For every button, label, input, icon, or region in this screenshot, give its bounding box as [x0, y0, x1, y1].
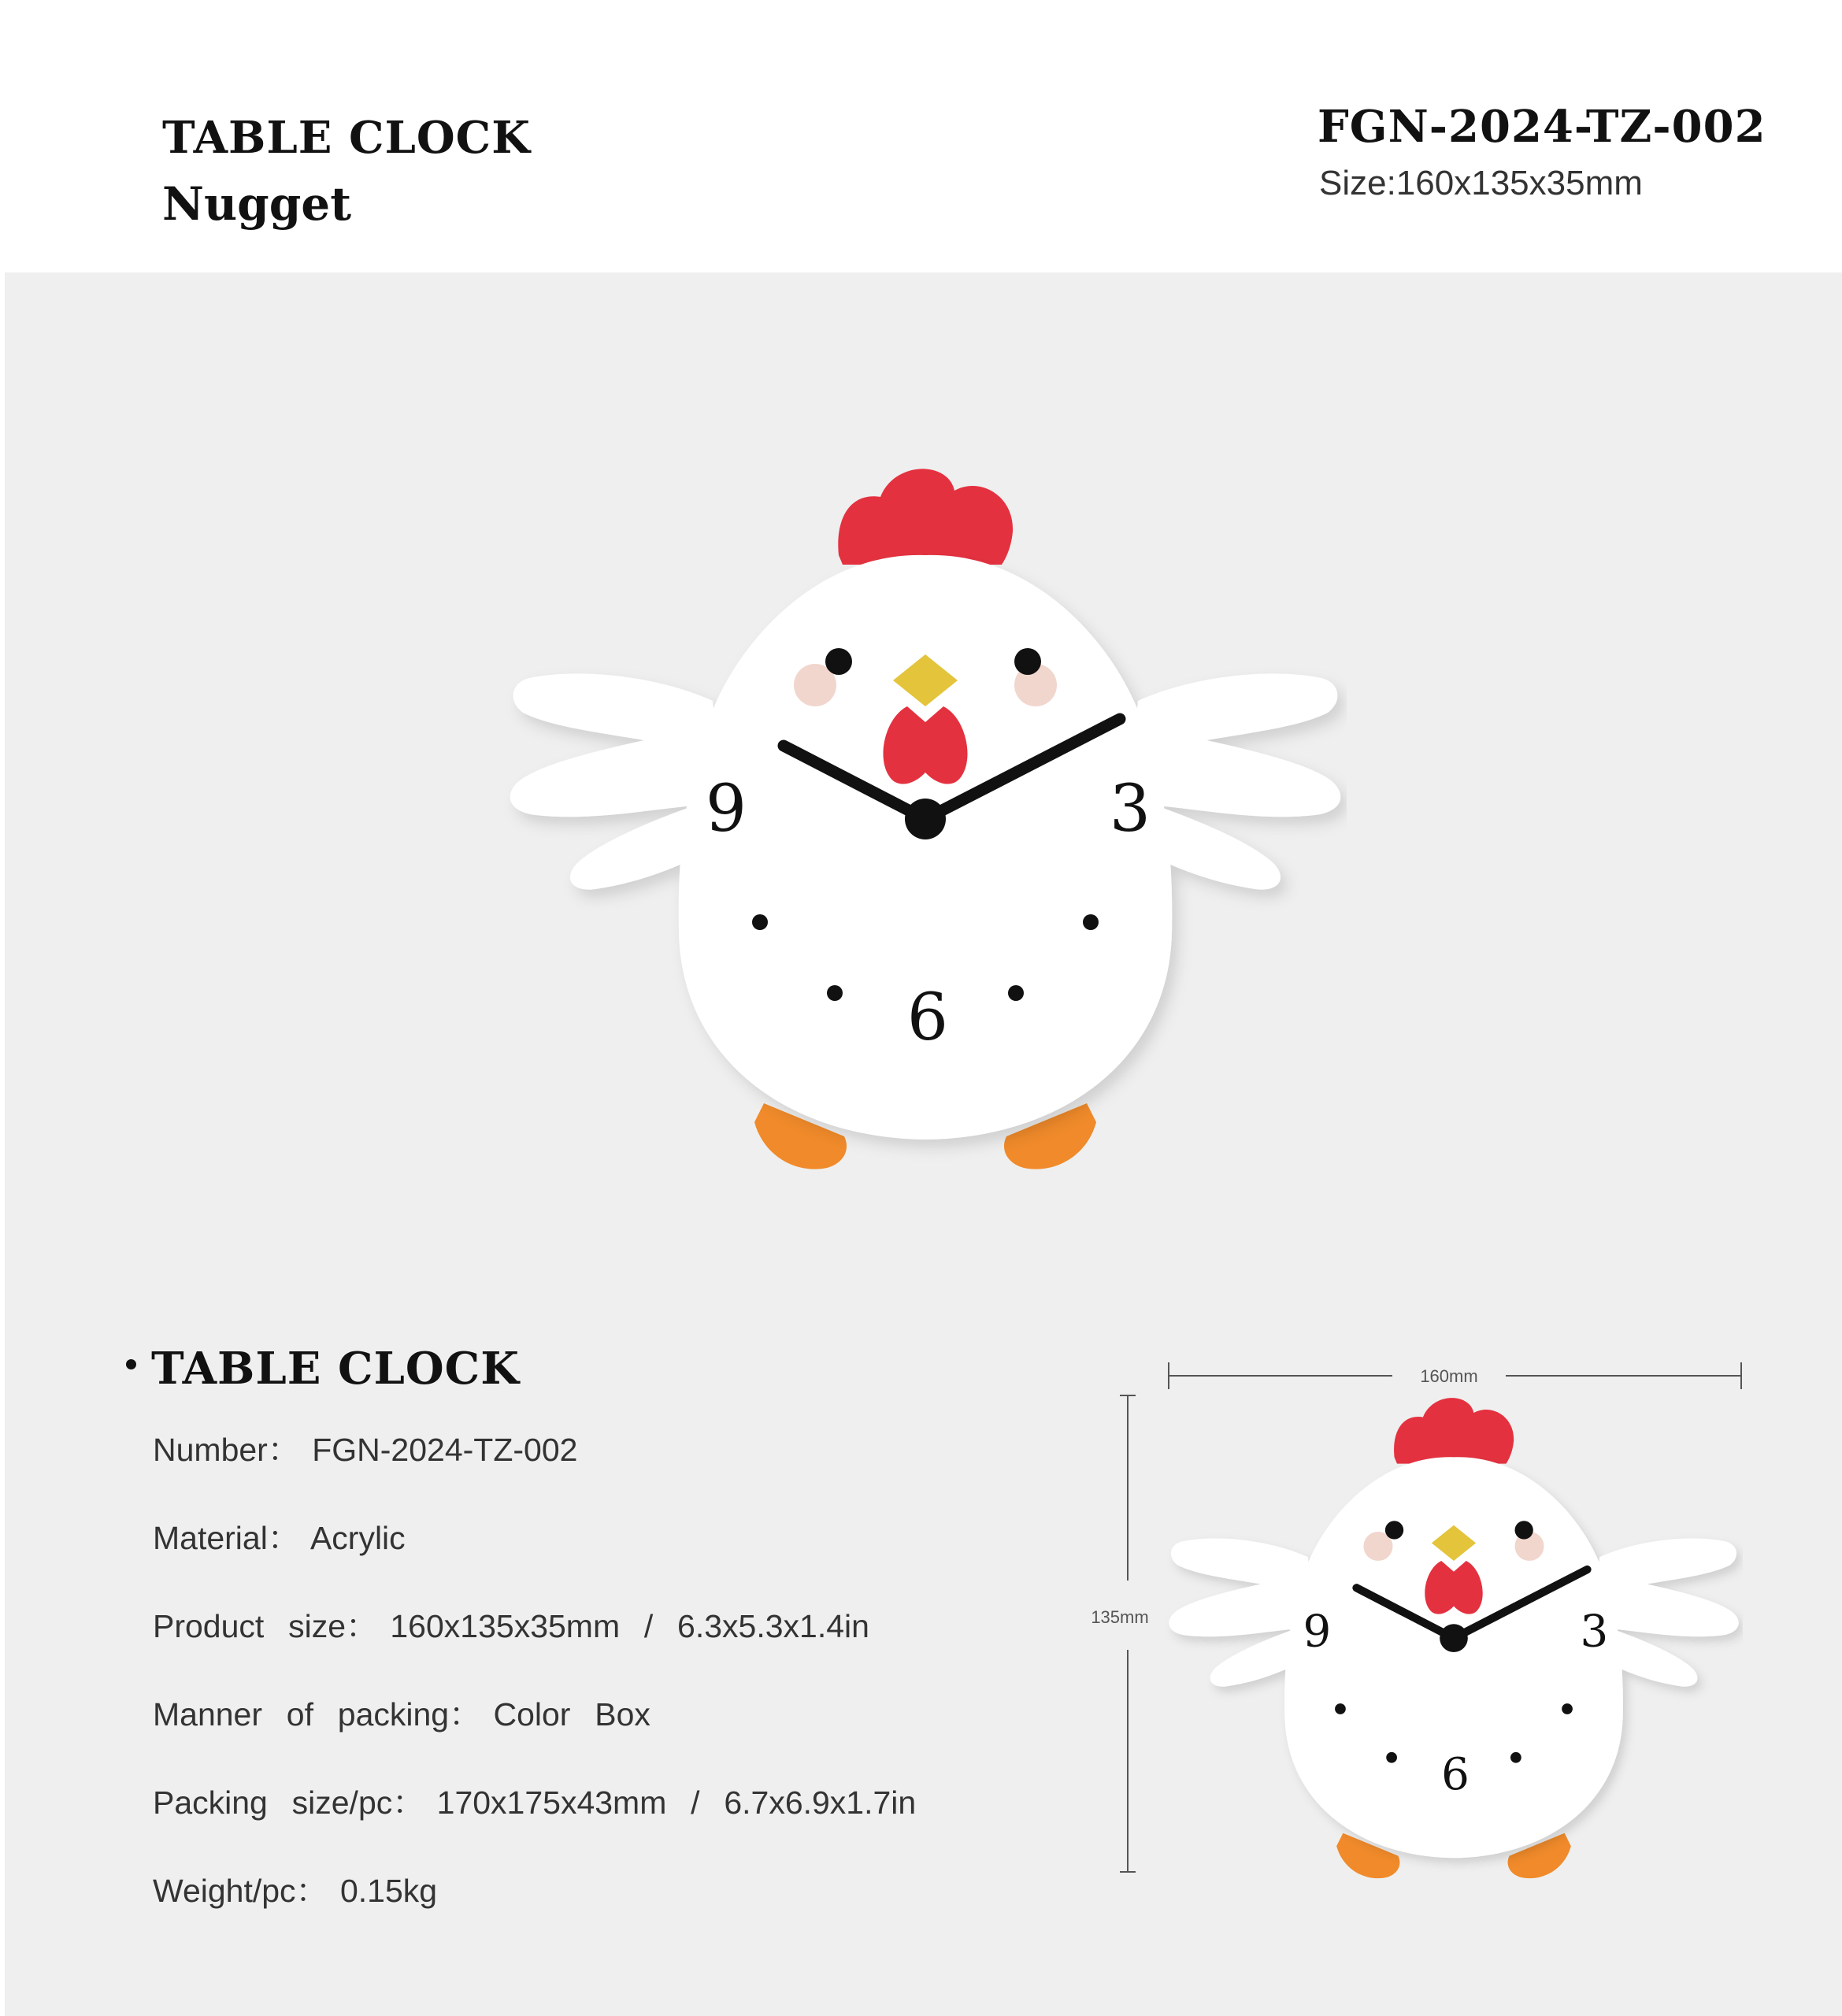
numeral-six: 6	[906, 980, 949, 1055]
height-dimension-label: 135mm	[1091, 1607, 1149, 1627]
spec-title: TABLE CLOCK	[151, 1343, 520, 1395]
spec-number: Number： FGN-2024-TZ-002	[153, 1432, 578, 1468]
small-numeral-three: 3	[1580, 1606, 1609, 1658]
spec-product-size: Product size： 160x135x35mm / 6.3x5.3x1.4in	[153, 1608, 869, 1644]
width-dimension-label: 160mm	[1420, 1366, 1478, 1386]
spec-bullet	[126, 1359, 136, 1369]
numeral-nine: 9	[705, 772, 747, 847]
size-label: Size:160x135x35mm	[1319, 164, 1643, 202]
product-image-clock	[504, 461, 1347, 1193]
spec-list	[153, 1424, 916, 1953]
spec-packing-size: Packing size/pc： 170x175x43mm / 6.7x6.9x1.7in	[153, 1784, 917, 1821]
category-title: TABLE CLOCK	[162, 112, 531, 164]
spec-packing-manner: Manner of packing： Color Box	[153, 1696, 650, 1732]
small-numeral-nine: 9	[1303, 1606, 1332, 1658]
header	[0, 0, 1842, 272]
numeral-three: 3	[1109, 772, 1151, 847]
spec-weight: Weight/pc： 0.15kg	[153, 1873, 438, 1909]
small-numeral-six: 6	[1441, 1749, 1470, 1801]
spec-material: Material： Acrylic	[153, 1520, 406, 1556]
product-name: Nugget	[162, 177, 351, 231]
dimension-clock-image	[1165, 1392, 1743, 1895]
model-code: FGN-2024-TZ-002	[1318, 101, 1766, 153]
